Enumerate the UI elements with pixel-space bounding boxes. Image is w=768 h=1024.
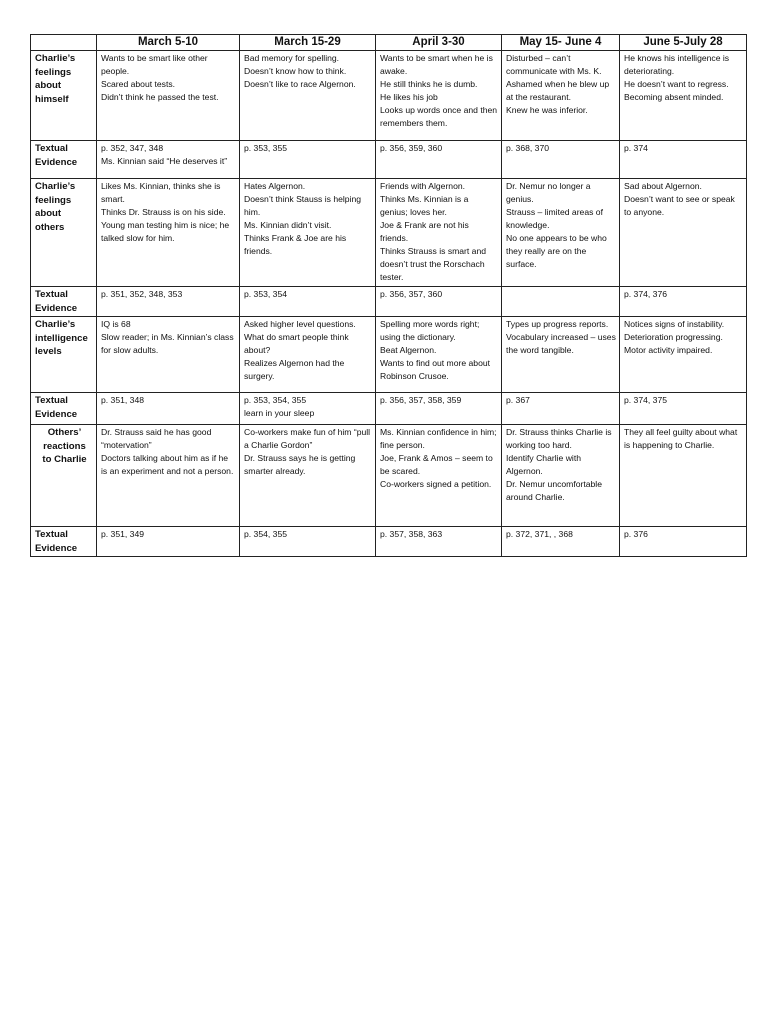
table-cell [97,527,240,557]
table-cell [376,393,502,425]
cell-text-line: p. 353, 354, 355 [244,395,307,405]
cell-text-line: p. 372, 371, , 368 [506,529,573,539]
cell-text-line: Ms. Kinnian didn’t visit. [244,220,332,230]
table-row [31,179,747,287]
cell-text-line: p. 357, 358, 363 [380,529,443,539]
row-label-cell [31,393,97,425]
row-label-line: intelligence [35,332,88,344]
header-march-5-10: March 5-10 [97,35,240,51]
table-cell [240,317,376,393]
row-label-line: Evidence [35,156,78,168]
header-may-15-june-4: May 15- June 4 [502,35,620,51]
row-label-line: Evidence [35,542,78,554]
table-row [31,393,747,425]
table-cell [376,51,502,141]
cell-text-line: Doesn’t know how to think. [244,66,347,76]
table-row [31,425,747,527]
cell-text-line: p. 351, 348 [101,395,145,405]
table-cell [97,179,240,287]
cell-text-line: He knows his intelligence is deteriorating. [624,53,730,76]
table-cell [97,51,240,141]
cell-text-line: Doesn’t think Stauss is helping him. [244,194,362,217]
table-cell [620,287,747,317]
cell-text-line: Co-workers make fun of him “pull a Charlie Gordon” [244,427,371,450]
cell-text-line: IQ is 68 [101,319,131,329]
row-label-line: levels [35,346,62,357]
cell-text-line: Likes Ms. Kinnian, thinks she is smart. [101,181,221,204]
row-label-line: Textual [35,529,68,540]
table-cell [502,287,620,317]
row-label-line: Textual [35,289,68,300]
cell-text-line: Disturbed – can’t communicate with Ms. K. [506,53,602,76]
cell-text-line: Knew he was inferior. [506,105,588,115]
cell-text-line: p. 351, 349 [101,529,145,539]
row-label-line: Textual [35,143,68,154]
cell-text-line: Looks up words once and then remembers them. [380,105,498,128]
row-label-line: Charlie’s [35,181,76,192]
row-label-line: feelings [35,66,72,78]
cell-text-line: Bad memory for spelling. [244,53,340,63]
table-cell [620,51,747,141]
table-cell [240,527,376,557]
table-cell [620,317,747,393]
cell-text-line: Scared about tests. [101,79,176,89]
table-cell [240,179,376,287]
row-label-cell [31,527,97,557]
cell-text-line: p. 352, 347, 348 [101,143,164,153]
table-cell [240,51,376,141]
cell-text-line: p. 353, 354 [244,289,288,299]
cell-text-line: They all feel guilty about what is happening to Charlie. [624,427,738,450]
cell-text-line: Strauss – limited areas of knowledge. [506,207,603,230]
cell-text-line: Types up progress reports. [506,319,609,329]
table-row [31,141,747,179]
cell-text-line: Doesn’t like to race Algernon. [244,79,356,89]
row-label-cell [31,425,97,527]
table-cell [502,527,620,557]
table-cell [620,425,747,527]
row-label-line: Charlie’s [35,53,76,64]
cell-text-line: Sad about Algernon. [624,181,702,191]
row-label-line: about [35,80,62,91]
table-row [31,51,747,141]
cell-text-line: Thinks Ms. Kinnian is a genius; loves her. [380,194,469,217]
header-april-3-30: April 3-30 [376,35,502,51]
cell-text-line: Joe & Frank are not his friends. [380,220,469,243]
cell-text-line: Hates Algernon. [244,181,306,191]
table-cell [502,51,620,141]
cell-text-line: Slow reader; in Ms. Kinnian’s class for slow adults. [101,332,234,355]
row-label-line: others [35,221,65,233]
row-label-cell [31,317,97,393]
cell-text-line: p. 374 [624,143,648,153]
cell-text-line: Becoming absent minded. [624,92,724,102]
cell-text-line: p. 356, 359, 360 [380,143,443,153]
cell-text-line: p. 351, 352, 348, 353 [101,289,183,299]
cell-text-line: Friends with Algernon. [380,181,466,191]
row-label-line: reactions [43,440,86,452]
cell-text-line: Motor activity impaired. [624,345,713,355]
table-cell [240,425,376,527]
row-label-cell [31,179,97,287]
header-march-15-29: March 15-29 [240,35,376,51]
cell-text-line: Thinks Strauss is smart and doesn’t trust the Rorschach tester. [380,246,487,282]
table-cell [376,317,502,393]
cell-text-line: Identify Charlie with Algernon. [506,453,581,476]
cell-text-line: He doesn’t want to regress. [624,79,729,89]
row-label-line: Evidence [35,302,78,314]
table-cell [97,317,240,393]
cell-text-line: learn in your sleep [244,408,315,418]
cell-text-line: Wants to be smart when he is awake. [380,53,493,76]
table-cell [240,141,376,179]
row-label-line: about [35,208,62,219]
cell-text-line: Young man testing him is nice; he talked slow for him. [101,220,230,243]
table-header [31,35,747,51]
cell-text-line: Notices signs of instability. [624,319,725,329]
cell-text-line: Deterioration progressing. [624,332,723,342]
row-label-line: Evidence [35,408,78,420]
row-label-line: Textual [35,395,68,406]
cell-text-line: Thinks Dr. Strauss is on his side. [101,207,226,217]
cell-text-line: No one appears to be who they really are on the surface. [506,233,607,269]
table-cell [620,527,747,557]
cell-text-line: Thinks Frank & Joe are his friends. [244,233,347,256]
cell-text-line: Wants to find out more about Robinson Crusoe. [380,358,491,381]
cell-text-line: p. 356, 357, 360 [380,289,443,299]
cell-text-line: Realizes Algernon had the surgery. [244,358,345,381]
cell-text-line: p. 374, 376 [624,289,668,299]
table-cell [376,527,502,557]
table-cell [376,425,502,527]
table-cell [376,287,502,317]
cell-text-line: Dr. Strauss says he is getting smarter already. [244,453,356,476]
row-label-line: to Charlie [42,454,87,465]
row-label-line: Others’ [47,427,82,438]
cell-text-line: p. 374, 375 [624,395,668,405]
table-row [31,317,747,393]
header-row [31,35,747,51]
cell-text-line: Ashamed when he blew up at the restaurant. [506,79,610,102]
table-cell [97,287,240,317]
table-cell [97,141,240,179]
table-cell [620,141,747,179]
cell-text-line: Ms. Kinnian confidence in him; fine person. [380,427,497,450]
cell-text-line: He still thinks he is dumb. [380,79,478,89]
row-label-cell [31,287,97,317]
cell-text-line: What do smart people think about? [244,332,349,355]
table-cell [240,393,376,425]
cell-text-line: Dr. Strauss said he has good “motervation” [101,427,212,450]
table-row [31,287,747,317]
cell-text-line: Doesn’t want to see or speak to anyone. [624,194,735,217]
table-cell [502,141,620,179]
table-cell [376,179,502,287]
table-cell [240,287,376,317]
cell-text-line: p. 376 [624,529,648,539]
cell-text-line: Didn’t think he passed the test. [101,92,219,102]
row-label-cell [31,51,97,141]
cell-text-line: Joe, Frank & Amos – seem to be scared. [380,453,493,476]
table-body [31,51,747,557]
cell-text-line: Dr. Strauss thinks Charlie is working too hard. [506,427,612,450]
table-cell [620,393,747,425]
cell-text-line: Vocabulary increased – uses the word tangible. [506,332,616,355]
cell-text-line: p. 353, 355 [244,143,288,153]
table-cell [620,179,747,287]
cell-text-line: Spelling more words right; using the dictionary. [380,319,480,342]
table-cell [502,393,620,425]
header-corner-cell [31,35,97,51]
cell-text-line: Dr. Nemur uncomfortable around Charlie. [506,479,602,502]
header-june-5-july-28: June 5-July 28 [620,35,747,51]
row-label-line: feelings [35,194,72,206]
row-label-cell [31,141,97,179]
cell-text-line: Co-workers signed a petition. [380,479,492,489]
row-label-line: himself [35,93,69,105]
character-chart-table [30,34,747,557]
cell-text-line: Dr. Nemur no longer a genius. [506,181,591,204]
table-cell [502,317,620,393]
cell-text-line: Asked higher level questions. [244,319,356,329]
cell-text-line: Ms. Kinnian said “He deserves it” [101,156,228,166]
cell-text-line: p. 356, 357, 358, 359 [380,395,462,405]
cell-text-line: p. 367 [506,395,530,405]
cell-text-line: Beat Algernon. [380,345,437,355]
table-cell [97,393,240,425]
table-cell [502,179,620,287]
cell-text-line: p. 354, 355 [244,529,288,539]
cell-text-line: He likes his job [380,92,438,102]
row-label-line: Charlie’s [35,319,76,330]
cell-text-line: Wants to be smart like other people. [101,53,208,76]
table-cell [502,425,620,527]
cell-text-line: Doctors talking about him as if he is an experiment and not a person. [101,453,234,476]
table-cell [97,425,240,527]
table-cell [376,141,502,179]
cell-text-line: p. 368, 370 [506,143,550,153]
table-row [31,527,747,557]
